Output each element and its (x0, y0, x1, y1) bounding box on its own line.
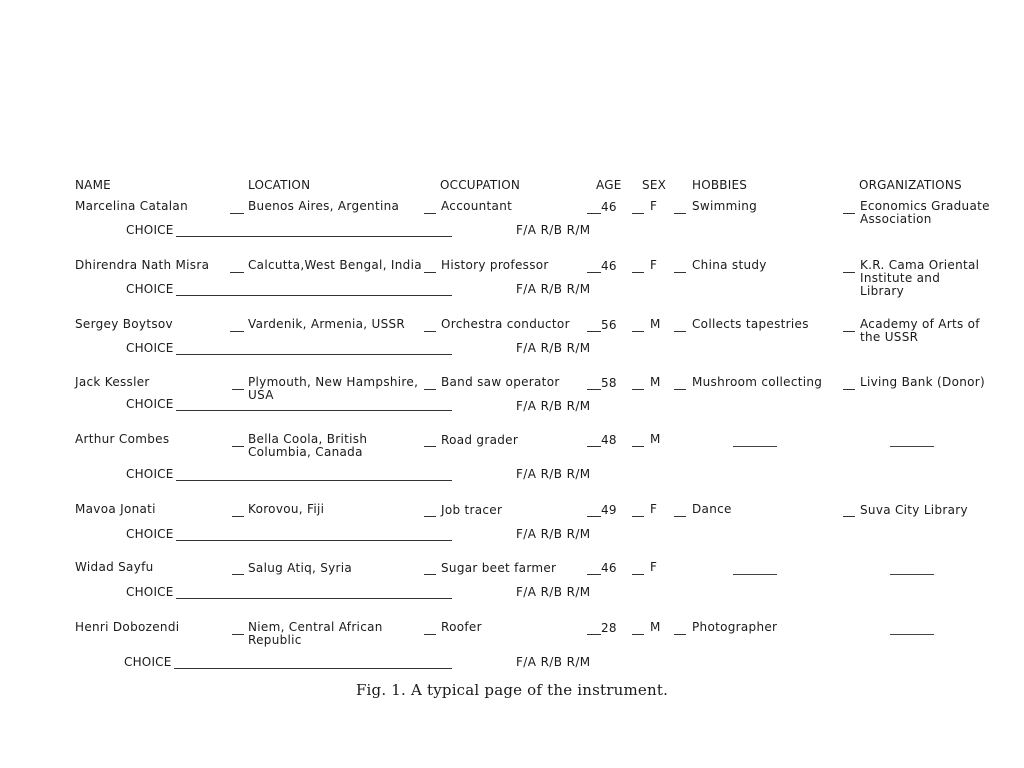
header-sex: SEX (642, 178, 667, 192)
check-blank[interactable] (232, 446, 244, 447)
entry-age: 58 (601, 376, 617, 390)
check-blank[interactable] (232, 389, 244, 390)
check-blank[interactable] (230, 272, 244, 273)
entry-row (0, 200, 1024, 252)
choice-label: CHOICE (126, 282, 174, 296)
entry-sex: F (650, 560, 658, 574)
entry-age: 49 (601, 503, 617, 517)
choice-line[interactable] (176, 540, 452, 541)
entry-row (0, 561, 1024, 613)
entry-location-2: Columbia, Canada (248, 445, 363, 459)
entry-sex: M (650, 317, 661, 331)
check-blank[interactable] (632, 272, 644, 273)
entry-age: 46 (601, 259, 617, 273)
check-blank[interactable] (424, 446, 436, 447)
choice-line[interactable] (176, 236, 452, 237)
choice-line[interactable] (176, 410, 452, 411)
entry-hobbies: Swimming (692, 199, 758, 213)
choice-label: CHOICE (124, 655, 172, 669)
entry-age: 48 (601, 433, 617, 447)
entry-location: Plymouth, New Hampshire, (248, 375, 419, 389)
choice-label: CHOICE (126, 223, 174, 237)
choice-codes: F/A R/B R/M (516, 585, 591, 599)
check-blank[interactable] (632, 389, 644, 390)
check-blank[interactable] (843, 516, 855, 517)
check-blank[interactable] (843, 272, 855, 273)
entry-sex: M (650, 432, 661, 446)
entry-hobbies: China study (692, 258, 767, 272)
entry-name: Henri Dobozendi (75, 620, 180, 634)
entry-age: 46 (601, 200, 617, 214)
header-name: NAME (75, 178, 111, 192)
entry-name: Sergey Boytsov (75, 317, 173, 331)
check-blank[interactable] (632, 516, 644, 517)
entry-location-2: USA (248, 388, 274, 402)
entry-location: Calcutta,West Bengal, India (248, 258, 422, 272)
entry-name: Jack Kessler (75, 375, 150, 389)
choice-line[interactable] (176, 480, 452, 481)
figure-label: Fig. 1. (355, 681, 407, 699)
header-hobbies: HOBBIES (692, 178, 748, 192)
entry-row (0, 503, 1024, 555)
entry-age: 28 (601, 621, 617, 635)
entry-name: Mavoa Jonati (75, 502, 156, 516)
choice-codes: F/A R/B R/M (516, 223, 591, 237)
check-blank[interactable] (424, 331, 436, 332)
entry-hobbies: Photographer (692, 620, 778, 634)
check-blank[interactable] (674, 213, 686, 214)
check-blank[interactable] (587, 574, 601, 575)
header-age: AGE (596, 178, 622, 192)
organizations-blank[interactable] (890, 634, 934, 635)
choice-codes: F/A R/B R/M (516, 282, 591, 296)
check-blank[interactable] (587, 516, 601, 517)
entry-hobbies: Dance (692, 502, 732, 516)
check-blank[interactable] (632, 213, 644, 214)
check-blank[interactable] (587, 634, 601, 635)
check-blank[interactable] (424, 389, 436, 390)
choice-label: CHOICE (126, 585, 174, 599)
entry-row (0, 433, 1024, 485)
choice-codes: F/A R/B R/M (516, 527, 591, 541)
check-blank[interactable] (587, 389, 601, 390)
check-blank[interactable] (587, 272, 601, 273)
check-blank[interactable] (674, 634, 686, 635)
entry-name: Arthur Combes (75, 432, 170, 446)
entry-name: Widad Sayfu (75, 560, 154, 574)
check-blank[interactable] (674, 516, 686, 517)
entry-occupation: History professor (441, 258, 549, 272)
entry-occupation: Orchestra conductor (441, 317, 570, 331)
check-blank[interactable] (674, 389, 686, 390)
entry-organization: Suva City Library (860, 503, 968, 517)
entry-organization: Economics Graduate (860, 199, 990, 213)
entry-occupation: Job tracer (441, 503, 503, 517)
check-blank[interactable] (424, 634, 436, 635)
choice-line[interactable] (176, 354, 452, 355)
entry-name: Dhirendra Nath Misra (75, 258, 210, 272)
entry-organization-2: Association (860, 212, 932, 226)
header-occupation: OCCUPATION (440, 178, 521, 192)
check-blank[interactable] (587, 213, 601, 214)
entry-age: 46 (601, 561, 617, 575)
entry-organization: Living Bank (Donor) (860, 375, 985, 389)
entry-location: Buenos Aires, Argentina (248, 199, 400, 213)
choice-label: CHOICE (126, 341, 174, 355)
entry-location: Korovou, Fiji (248, 502, 325, 516)
entry-sex: F (650, 258, 658, 272)
choice-label: CHOICE (126, 467, 174, 481)
entry-sex: M (650, 375, 661, 389)
check-blank[interactable] (632, 331, 644, 332)
choice-line[interactable] (176, 598, 452, 599)
entry-location-2: Republic (248, 633, 302, 647)
choice-codes: F/A R/B R/M (516, 341, 591, 355)
entry-name: Marcelina Catalan (75, 199, 188, 213)
organizations-blank[interactable] (890, 446, 934, 447)
entry-location: Vardenik, Armenia, USSR (248, 317, 406, 331)
entry-occupation: Roofer (441, 620, 482, 634)
check-blank[interactable] (230, 213, 244, 214)
entry-row (0, 259, 1024, 311)
check-blank[interactable] (232, 574, 244, 575)
entry-organization-2: Institute and (860, 271, 941, 285)
check-blank[interactable] (232, 634, 244, 635)
hobbies-blank[interactable] (733, 574, 777, 575)
entry-occupation: Sugar beet farmer (441, 561, 557, 575)
check-blank[interactable] (424, 516, 436, 517)
entry-organization-2: the USSR (860, 330, 919, 344)
check-blank[interactable] (843, 389, 855, 390)
check-blank[interactable] (424, 213, 436, 214)
entry-occupation: Band saw operator (441, 375, 560, 389)
entry-occupation: Road grader (441, 433, 519, 447)
entry-row (0, 376, 1024, 428)
choice-codes: F/A R/B R/M (516, 655, 591, 669)
header-location: LOCATION (248, 178, 311, 192)
entry-organization: Academy of Arts of (860, 317, 980, 331)
check-blank[interactable] (230, 331, 244, 332)
check-blank[interactable] (843, 213, 855, 214)
choice-line[interactable] (176, 295, 452, 296)
choice-codes: F/A R/B R/M (516, 467, 591, 481)
entry-hobbies: Mushroom collecting (692, 375, 823, 389)
figure-caption (0, 681, 1024, 699)
hobbies-blank[interactable] (733, 446, 777, 447)
check-blank[interactable] (674, 331, 686, 332)
entry-row (0, 621, 1024, 673)
choice-label: CHOICE (126, 527, 174, 541)
entry-organization: K.R. Cama Oriental (860, 258, 980, 272)
entry-location: Salug Atiq, Syria (248, 561, 353, 575)
check-blank[interactable] (674, 272, 686, 273)
entry-age: 56 (601, 318, 617, 332)
entry-row (0, 318, 1024, 370)
entry-location: Bella Coola, British (248, 432, 368, 446)
entry-sex: F (650, 502, 658, 516)
figure-caption-text: A typical page of the instrument. (410, 681, 669, 699)
choice-label: CHOICE (126, 397, 174, 411)
choice-codes: F/A R/B R/M (516, 399, 591, 413)
check-blank[interactable] (587, 331, 601, 332)
entry-location: Niem, Central African (248, 620, 383, 634)
entry-hobbies: Collects tapestries (692, 317, 809, 331)
check-blank[interactable] (424, 574, 436, 575)
check-blank[interactable] (232, 516, 244, 517)
entry-organization-3: Library (860, 284, 905, 298)
header-organizations: ORGANIZATIONS (859, 178, 962, 192)
entry-sex: F (650, 199, 658, 213)
entry-sex: M (650, 620, 661, 634)
check-blank[interactable] (632, 446, 644, 447)
entry-occupation: Accountant (441, 199, 513, 213)
check-blank[interactable] (632, 634, 644, 635)
organizations-blank[interactable] (890, 574, 934, 575)
check-blank[interactable] (632, 574, 644, 575)
check-blank[interactable] (843, 331, 855, 332)
check-blank[interactable] (424, 272, 436, 273)
choice-line[interactable] (174, 668, 452, 669)
check-blank[interactable] (587, 446, 601, 447)
